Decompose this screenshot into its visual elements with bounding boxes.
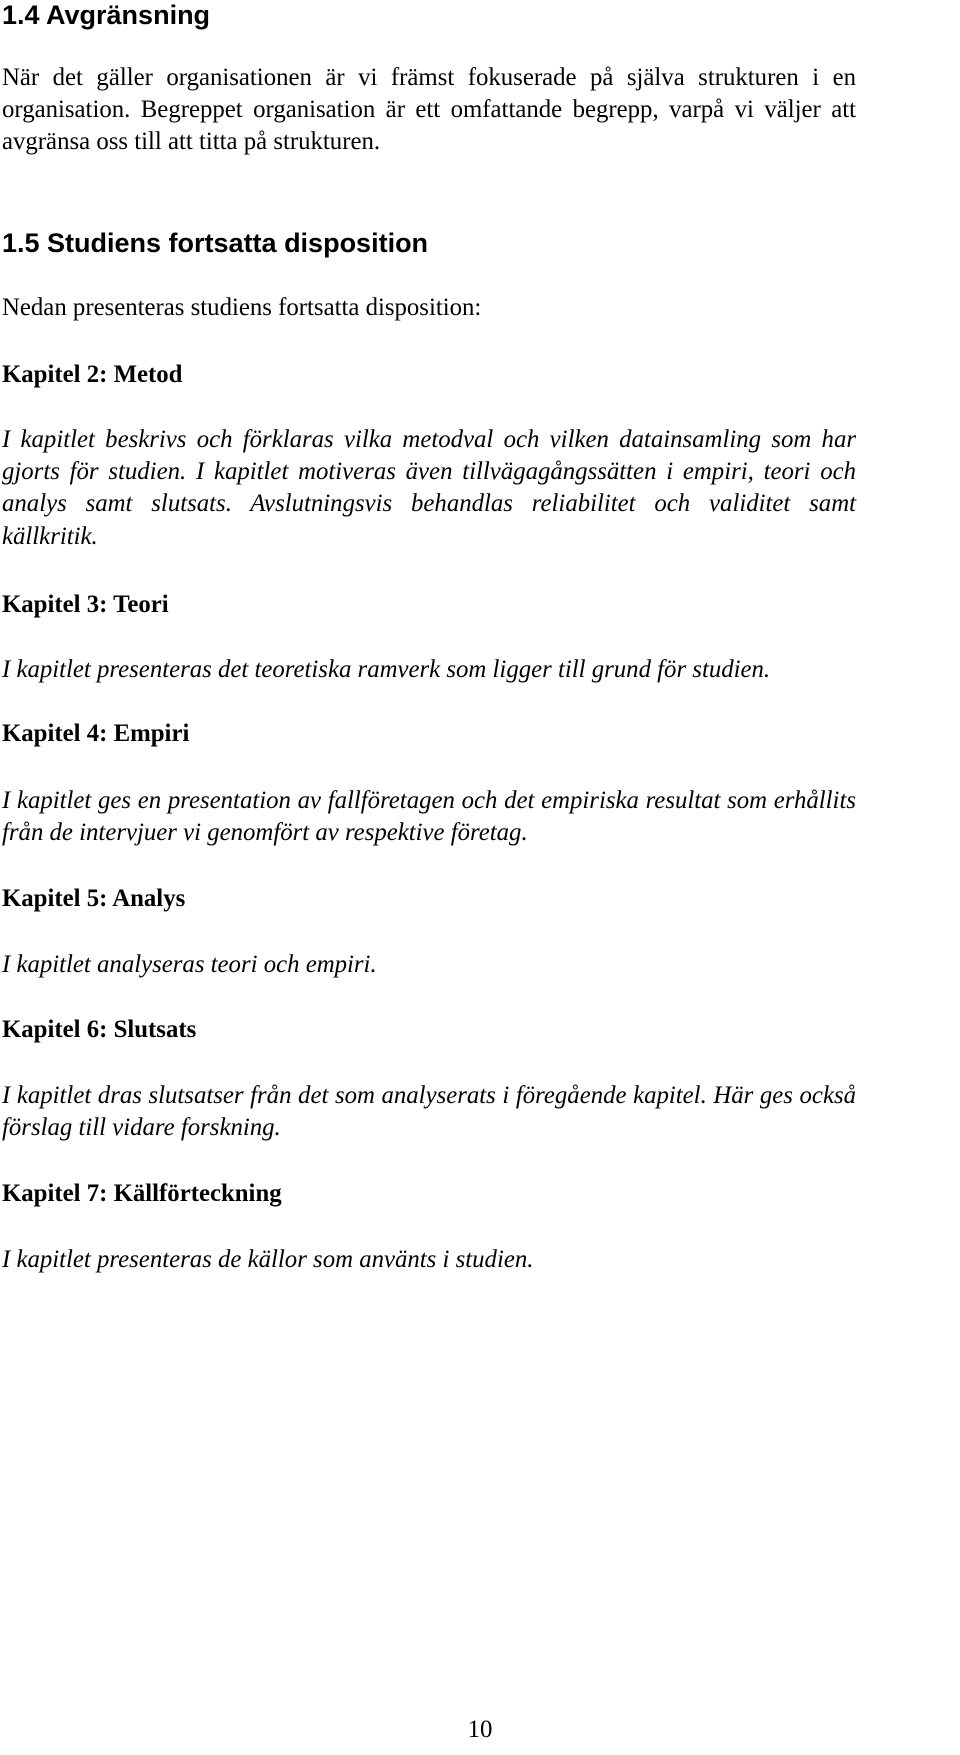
chapter-description: I kapitlet presenteras de källor som använts i studien. — [2, 1246, 534, 1273]
chapter-description: I kapitlet ges en presentation av fallföretagen och det empiriska resultat som erhållits från de intervjuer vi genomfört av respektive företag. — [2, 787, 856, 847]
chapter-description: I kapitlet analyseras teori och empiri. — [2, 951, 377, 978]
chapter-heading: Kapitel 2: Metod — [2, 361, 183, 388]
chapter-heading: Kapitel 3: Teori — [2, 591, 169, 618]
chapter-heading: Kapitel 7: Källförteckning — [2, 1180, 282, 1207]
chapter-description: I kapitlet presenteras det teoretiska ramverk som ligger till grund för studien. — [2, 656, 771, 683]
disposition-intro: Nedan presenteras studiens fortsatta disposition: — [2, 294, 482, 321]
section-heading-disposition: 1.5 Studiens fortsatta disposition — [2, 228, 429, 258]
chapter-description: I kapitlet dras slutsatser från det som analyserats i föregående kapitel. Här ges också förslag till vidare forskning. — [2, 1082, 856, 1142]
page-number: 10 — [467, 1716, 493, 1743]
chapter-heading: Kapitel 4: Empiri — [2, 720, 190, 747]
chapter-heading: Kapitel 6: Slutsats — [2, 1016, 197, 1043]
chapter-heading: Kapitel 5: Analys — [2, 885, 186, 912]
section-heading-avgransning: 1.4 Avgränsning — [2, 0, 211, 30]
chapter-description: I kapitlet beskrivs och förklaras vilka metodval och vilken datainsamling som har gjorts för studien. I kapitlet motiveras även tillvägagångssätten i empiri, teori och analys samt slutsats. Avslutningsvis behandlas reliabilitet och validitet samt källkritik. — [2, 426, 856, 550]
avgransning-paragraph: När det gäller organisationen är vi främst fokuserade på själva strukturen i en organisation. Begreppet organisation är ett omfattande begrepp, varpå vi väljer att avgränsa oss till att titta på strukturen. — [2, 64, 856, 156]
